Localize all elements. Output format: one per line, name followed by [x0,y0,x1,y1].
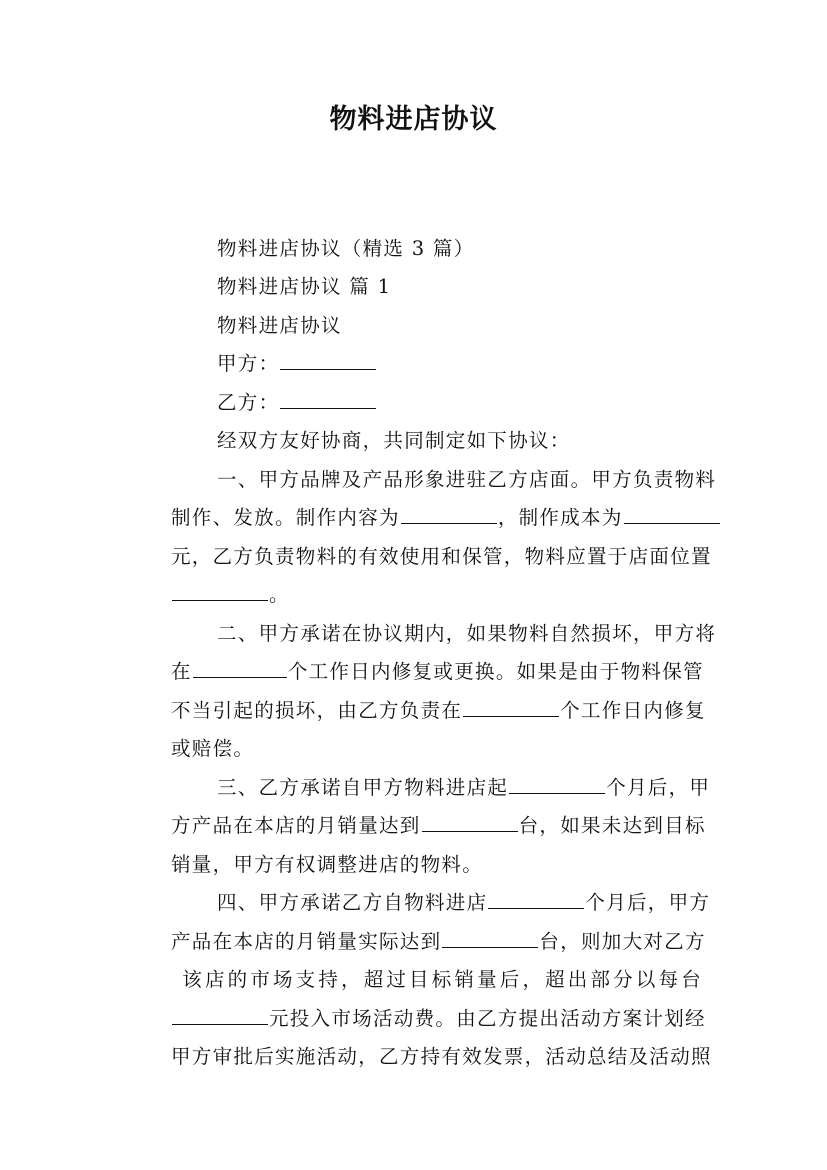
paragraph-line [126,191,702,260]
clause-1-text: 。 [269,583,290,606]
clause-3-text: 方产品在本店的月销量达到 [171,814,421,837]
clause-2-text: 不当引起的损坏，由乙方负责在 [171,698,463,722]
clause-4-text: 个月后，甲方 [585,891,711,914]
clause-3-text: 销量，甲方有权调整进店的物料。 [171,852,484,876]
clause-3-text: 三、乙方承诺自甲方物料进店起 [217,775,509,799]
clause-4-text: 产品在本店的月销量实际达到 [171,929,442,953]
clause-4-text: 元投入市场活动费。由乙方提出活动方案计划经 [269,1006,706,1030]
party-a-blank [280,347,376,370]
document-body [126,191,717,1068]
clause-4-text: 四、甲方承诺乙方自物料进店 [217,891,488,914]
document-title: 物料进店协议 [329,104,498,135]
fill-blank [463,694,559,717]
clause-4-text: 该店的市场支持，超过目标销量后，超出部分以每台 [182,968,702,991]
clause-4-text: 台，则加大对乙方 [539,929,706,953]
clause-1-text: 一、甲方品牌及产品形象进驻乙方店面。甲方负责物料 [217,467,717,491]
clause-1-text: 元，乙方负责物料的有效使用和保管，物料应置于店面位置 [171,544,712,568]
fill-blank [172,578,268,601]
clause-2-text: 个工作日内修复 [560,698,706,722]
clause-2-text: 个工作日内修复或更换。如果是由于物料保管 [287,660,704,683]
agreement-heading: 物料进店协议 [217,313,342,337]
section-heading: 物料进店协议 篇 1 [217,275,392,298]
party-b-blank [280,386,376,409]
fill-blank [624,501,720,524]
fill-blank [422,809,518,832]
fill-blank [488,886,584,909]
party-b-label: 乙方： [217,390,280,414]
fill-blank [172,1002,268,1025]
preamble-text: 经双方友好协商，共同制定如下协议： [217,429,571,452]
fill-blank [401,501,497,524]
subtitle-text: 物料进店协议（精选 3 篇） [217,236,475,260]
clause-3-text: 台，如果未达到目标 [518,814,706,837]
fill-blank [193,655,287,678]
party-a-label: 甲方： [217,352,280,375]
fill-blank [442,925,538,948]
clause-2-text: 或赔偿。 [171,737,255,760]
clause-3-text: 个月后，甲 [606,775,711,799]
fill-blank [509,771,605,794]
clause-4-text: 甲方审批后实施活动，乙方持有效发票，活动总结及活动照 [171,1045,712,1068]
clause-1-text: ，制作成本为 [497,506,623,529]
clause-1-text: 制作、发放。制作内容为 [171,506,400,529]
clause-2-text: 二、甲方承诺在协议期内，如果物料自然损坏，甲方将 [217,621,717,645]
clause-2-text: 在 [171,660,192,683]
